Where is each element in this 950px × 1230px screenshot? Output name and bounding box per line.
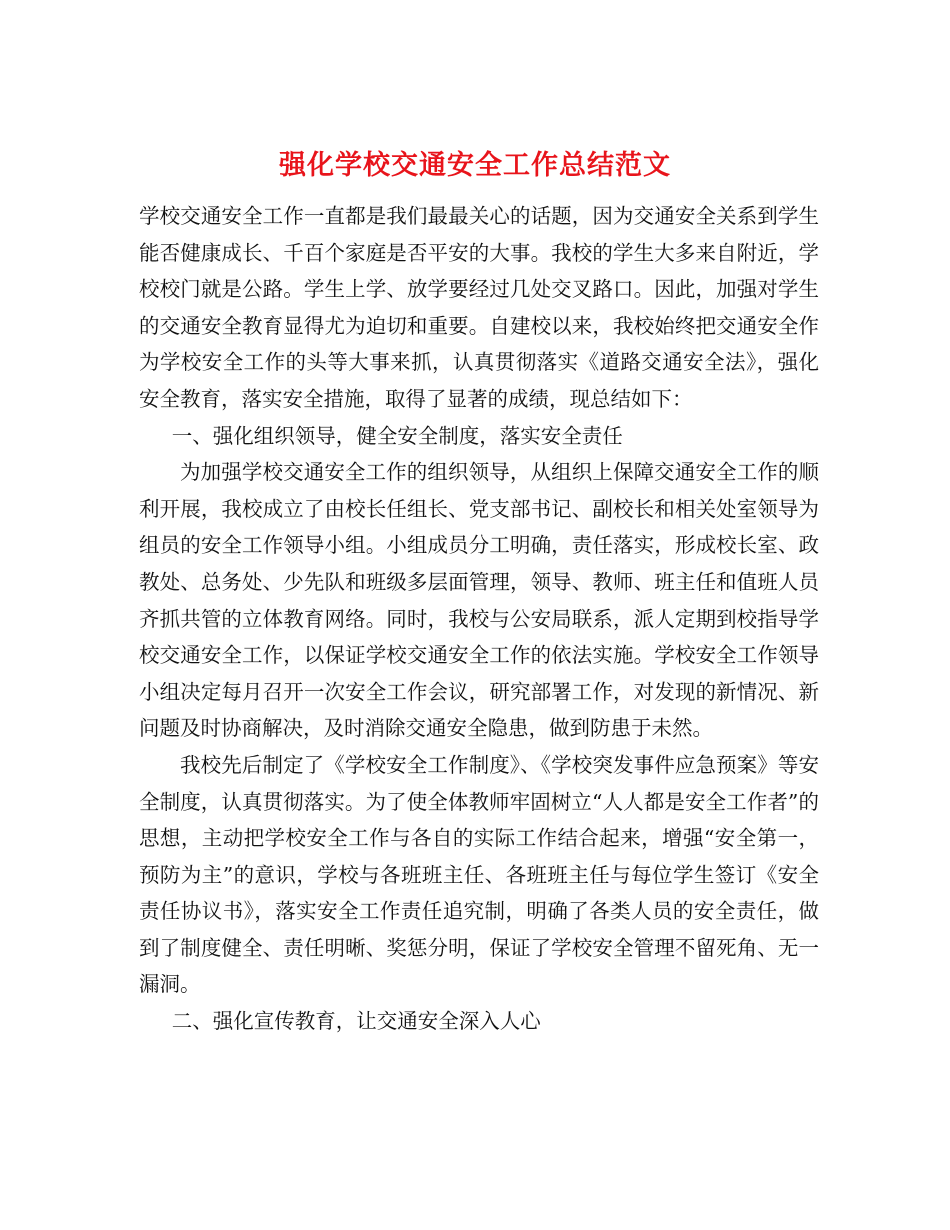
section-2-heading: 二、强化宣传教育，让交通安全深入人心 <box>171 1009 541 1034</box>
section-1-paragraph-2: 我校先后制定了《学校安全工作制度》、《学校突发事件应急预案》等安全制度，认真贯彻落实。为了使全体教师牢固树立“人人都是安全工作者”的思想，主动把学校安全工作与各自的实际工作结合起来，增强“安全第一，预防为主”的意识，学校与各班班主任、各班班主任与每位学生签订《安全责任协议书》，落实安全工作责任追究制，明确了各类人员的安全责任，做到了制度健全、责任明晰、奖惩分明，保证了学校安全管理不留死角、无一漏洞。 <box>139 752 819 997</box>
document-title: 强化学校交通安全工作总结范文 <box>279 150 671 182</box>
section-1-heading: 一、强化组织领导，健全安全制度，落实安全责任 <box>171 423 623 448</box>
section-1-paragraph-1: 为加强学校交通安全工作的组织领导，从组织上保障交通安全工作的顺利开展，我校成立了由校长任组长、党支部书记、副校长和相关处室领导为组员的安全工作领导小组。小组成员分工明确，责任落实，形成校长室、政教处、总务处、少先队和班级多层面管理，领导、教师、班主任和值班人员齐抓共管的立体教育网络。同时，我校与公安局联系，派人定期到校指导学校交通安全工作，以保证学校交通安全工作的依法实施。学校安全工作领导小组决定每月召开一次安全工作会议，研究部署工作，对发现的新情况、新问题及时协商解决，及时消除交通安全隐患，做到防患于未然。 <box>139 460 819 741</box>
intro-paragraph: 学校交通安全工作一直都是我们最最关心的话题，因为交通安全关系到学生能否健康成长、千百个家庭是否平安的大事。我校的学生大多来自附近，学校校门就是公路。学生上学、放学要经过几处交叉路口。因此，加强对学生的交通安全教育显得尤为迫切和重要。自建校以来，我校始终把交通安全作为学校安全工作的头等大事来抓，认真贯彻落实《道路交通安全法》，强化安全教育，落实安全措施，取得了显著的成绩，现总结如下： <box>139 204 819 411</box>
document-body <box>139 198 819 1040</box>
